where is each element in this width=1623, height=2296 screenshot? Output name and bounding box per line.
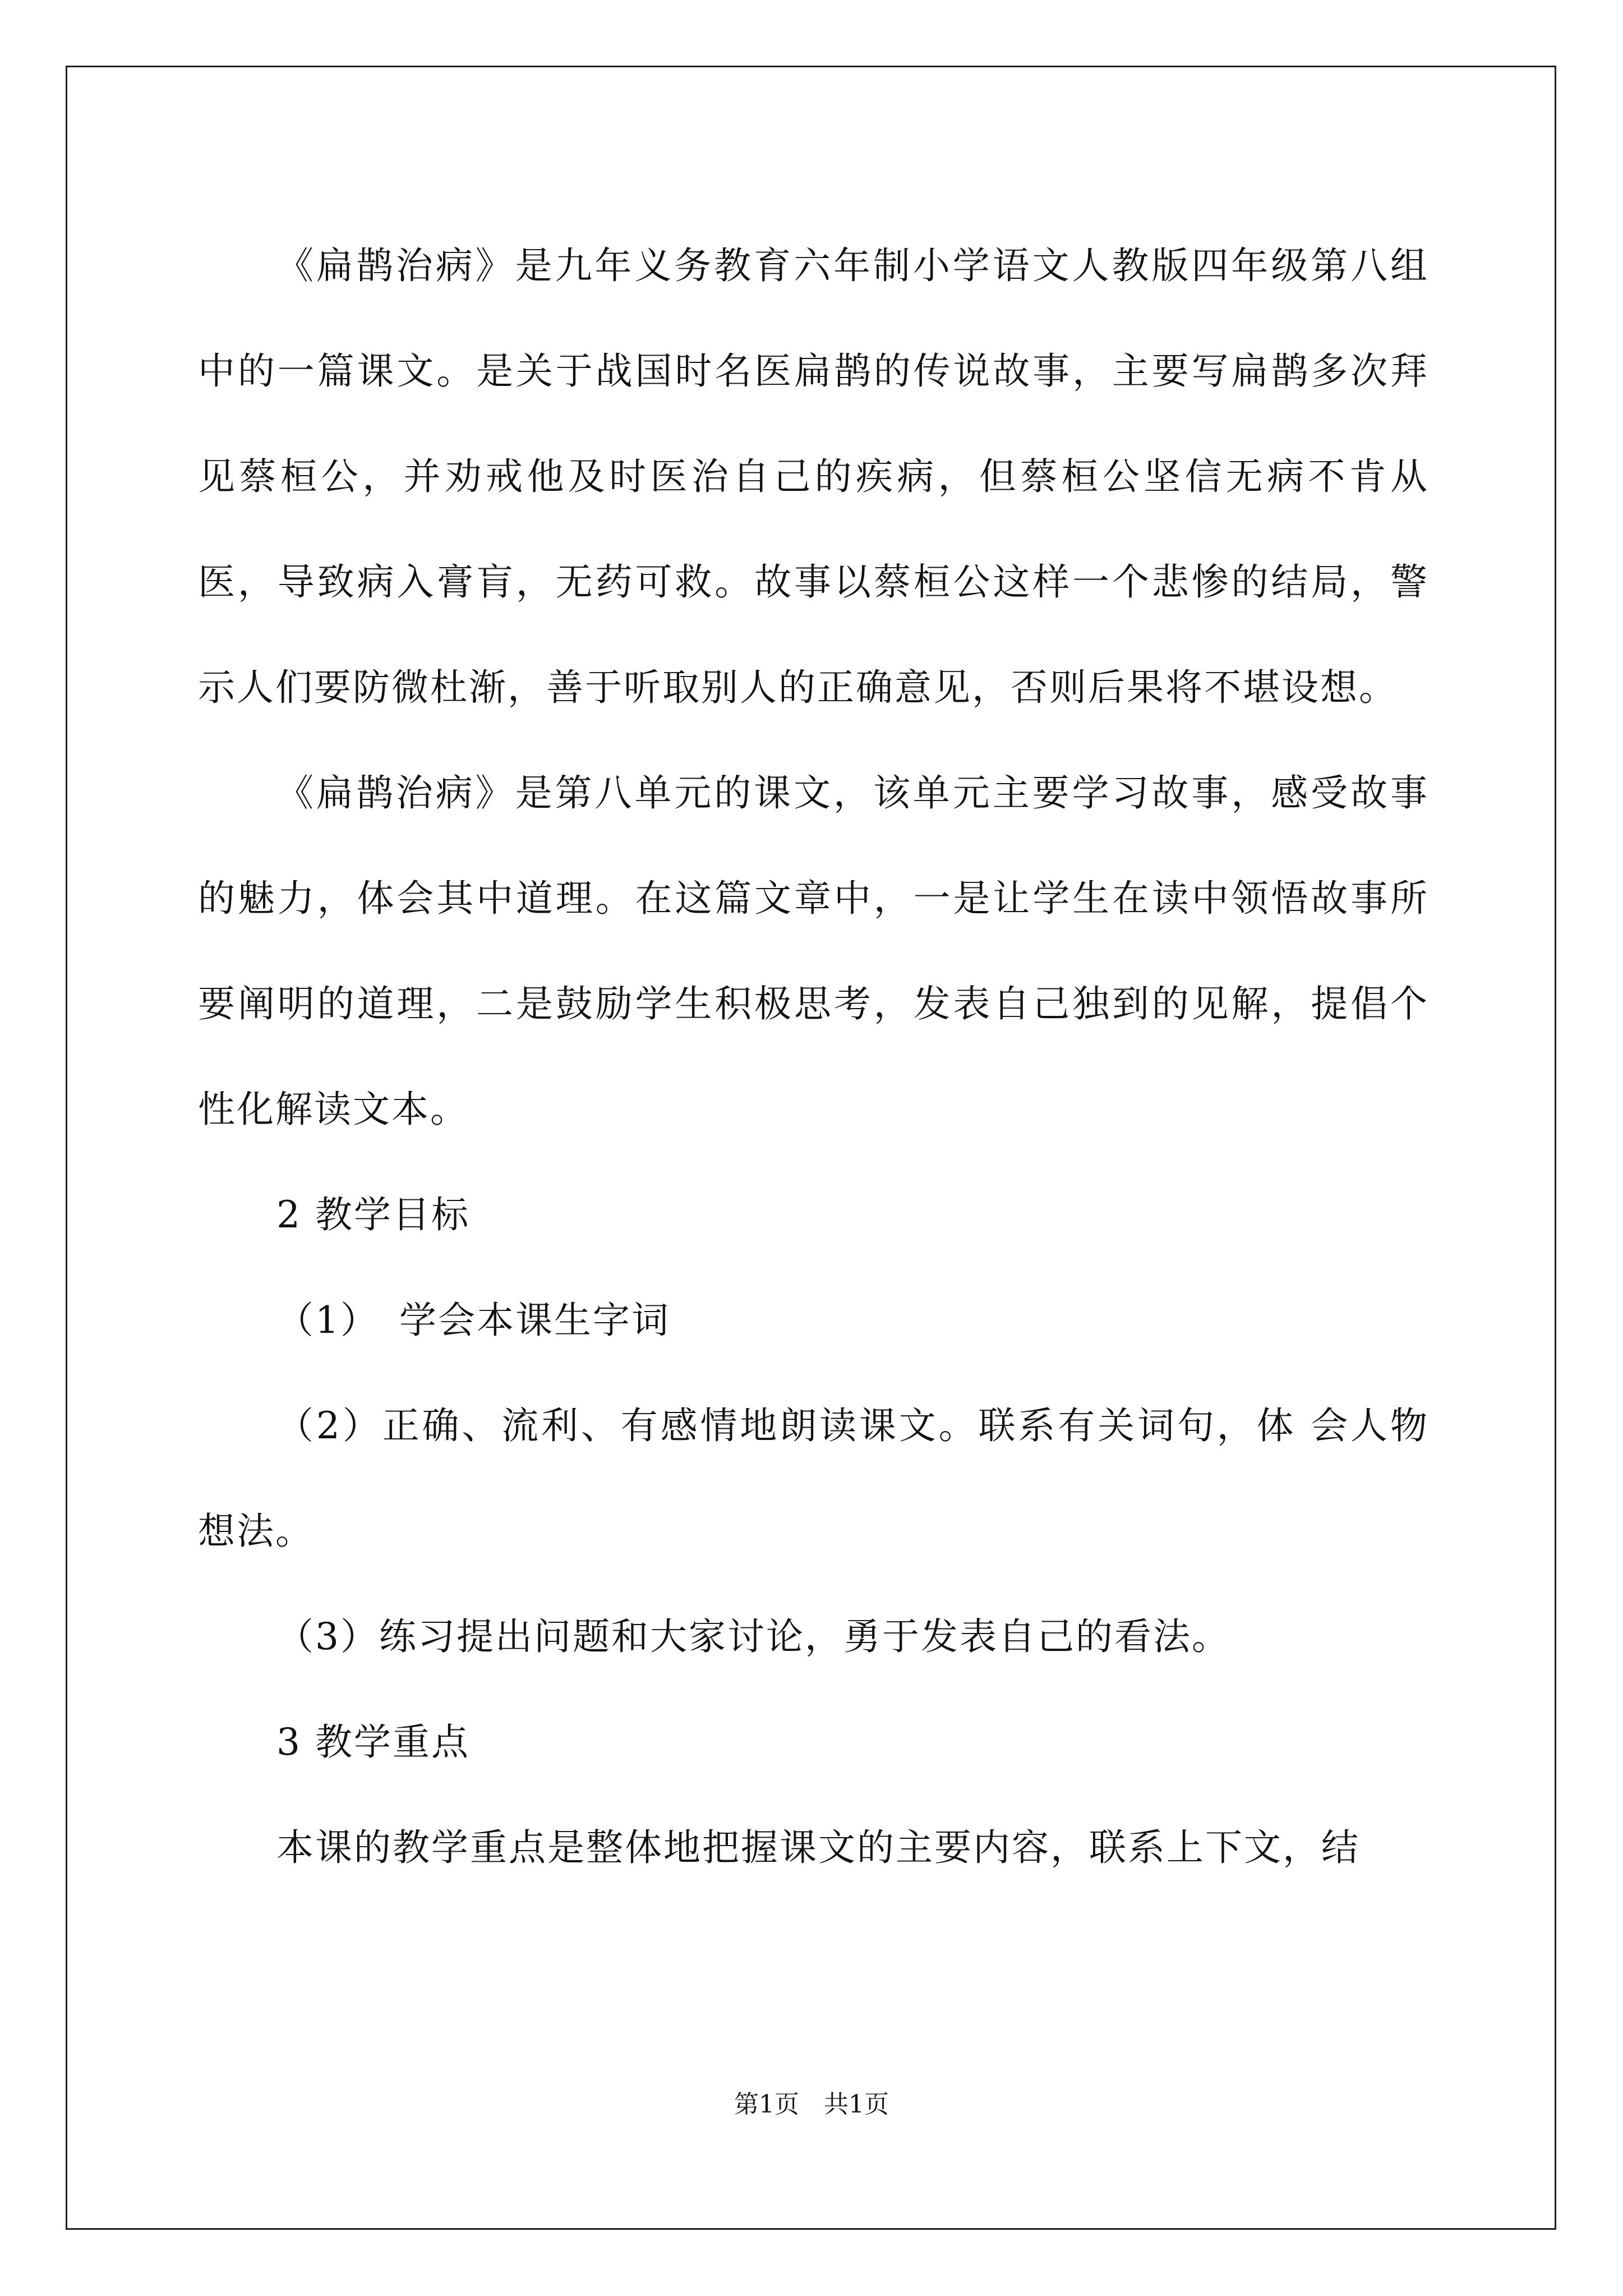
paragraph-unit: 《扁鹊治病》是第八单元的课文，该单元主要学习故事，感受故事的魅力，体会其中道理。在这篇文章中，一是让学生在读中领悟故事所要阐明的道理，二是鼓励学生积极思考，发表自己独到的见解，提倡个性化解读文本。: [198, 771, 1429, 1131]
paragraph-focus: 本课的教学重点是整体地把握课文的主要内容，联系上下文，结: [276, 1826, 1360, 1869]
heading-teaching-focus: 3 教学重点: [276, 1720, 470, 1764]
goal-item-3: （3）练习提出问题和大家讨论，勇于发表自己的看法。: [276, 1615, 1230, 1658]
paragraph-intro: 《扁鹊治病》是九年义务教育六年制小学语文人教版四年级第八组中的一篇课文。是关于战国时名医扁鹊的传说故事，主要写扁鹊多次拜见蔡桓公，并劝戒他及时医治自己的疾病，但蔡桓公坚信无病不肯从医，导致病入膏肓，无药可救。故事以蔡桓公这样一个悲惨的结局，警示人们要防微杜渐，善于听取别人的正确意见，否则后果将不堪设想。: [198, 244, 1429, 709]
document-body: [198, 213, 1429, 1901]
page-footer: [0, 2088, 1623, 2122]
goal-item-1: （1） 学会本课生字词: [276, 1299, 670, 1342]
page-number: 第1页 共1页: [734, 2090, 889, 2119]
goal-item-2: （2）正确、流利、有感情地朗读课文。联系有关词句，体 会人物想法。: [198, 1404, 1429, 1553]
heading-teaching-goals: 2 教学目标: [276, 1193, 470, 1236]
